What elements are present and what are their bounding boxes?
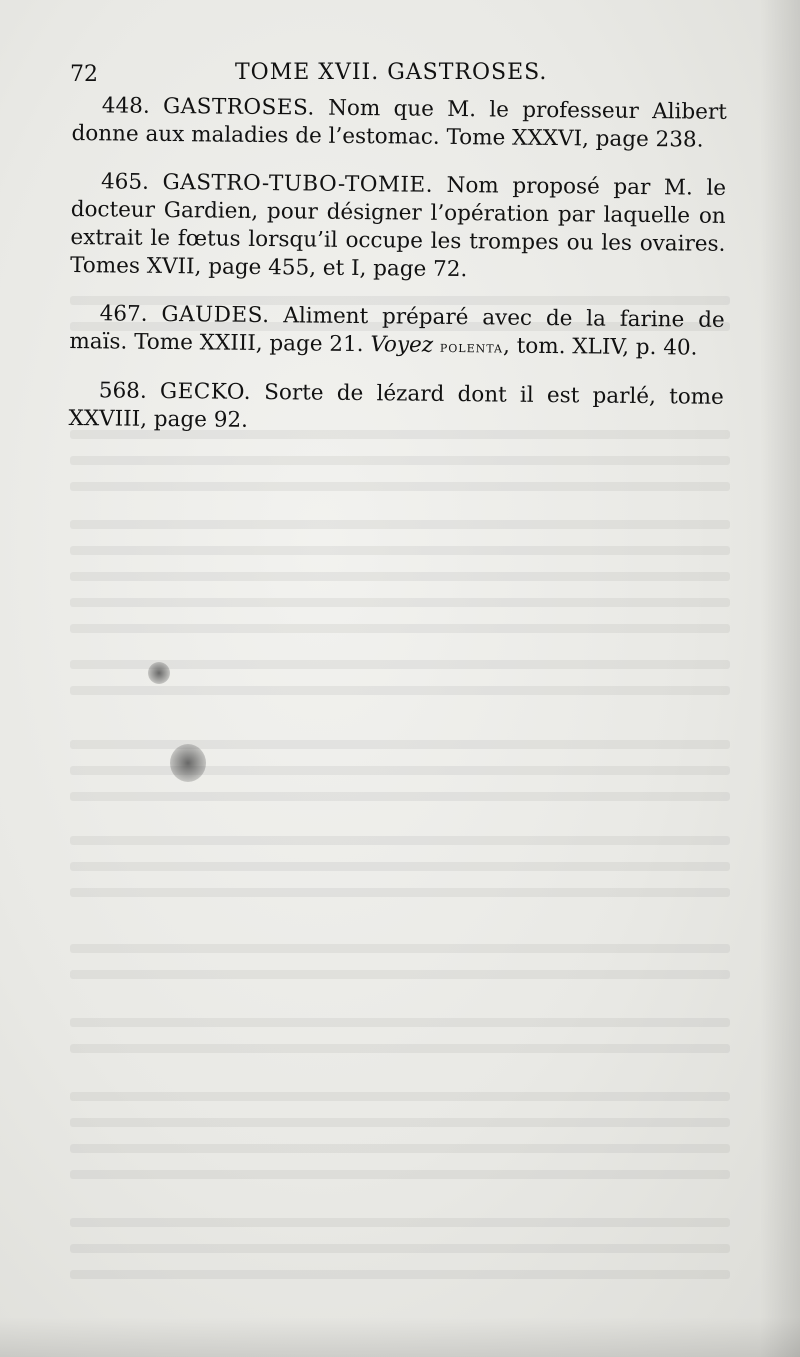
- running-head: TOME XVII. GASTROSES.: [235, 60, 548, 85]
- entry-text: Nom proposé par M. le docteur Gardien, pour désigner l’opération par laquelle on extrait le fœtus lorsqu’il occupe les trompes ou les ovaires. Tomes XVII, page 455, et I, page 72.: [70, 172, 727, 283]
- bleed-through-line: [70, 740, 730, 749]
- bleed-through-line: [70, 888, 730, 897]
- ink-stain: [170, 744, 206, 782]
- bleed-through-line: [70, 520, 730, 529]
- bleed-through-line: [70, 944, 730, 953]
- entry-gecko: [68, 377, 724, 440]
- bleed-through-line: [70, 1092, 730, 1101]
- bleed-through-line: [70, 482, 730, 491]
- see-reference: polenta: [439, 337, 504, 357]
- entry-number: 568.: [98, 378, 147, 404]
- entry-gaudes: [69, 300, 725, 364]
- entry-headword: GAUDES.: [161, 301, 270, 329]
- entry-number: 465.: [100, 169, 150, 195]
- see-label: Voyez: [370, 332, 434, 358]
- bleed-through-line: [70, 862, 730, 871]
- page-edge-shadow: [760, 0, 800, 1357]
- entry-headword: GASTRO-TUBO-TOMIE.: [162, 169, 434, 198]
- entry-number: 467.: [99, 301, 148, 327]
- bleed-through-line: [70, 1270, 730, 1279]
- page-number: 72: [70, 62, 98, 87]
- bleed-through-line: [70, 624, 730, 633]
- bleed-through-line: [70, 970, 730, 979]
- bleed-through-line: [70, 836, 730, 845]
- ink-stain: [148, 662, 170, 684]
- bleed-through-line: [70, 1044, 730, 1053]
- page-edge-shadow: [0, 1317, 800, 1357]
- bleed-through-line: [70, 598, 730, 607]
- bleed-through-line: [70, 572, 730, 581]
- bleed-through-line: [70, 766, 730, 775]
- entry-gastro-tubo-tomie: [70, 168, 726, 287]
- bleed-through-line: [70, 546, 730, 555]
- entry-gastroses: [71, 92, 727, 155]
- entry-text: Sorte de lézard dont il est parlé, tome XXVIII, page 92.: [68, 380, 724, 433]
- entry-number: 448.: [101, 93, 150, 119]
- bleed-through-line: [70, 1144, 730, 1153]
- bleed-through-line: [70, 1218, 730, 1227]
- entries-list: [68, 92, 727, 460]
- entry-headword: GASTROSES.: [162, 93, 315, 121]
- bleed-through-line: [70, 686, 730, 695]
- entry-text: Aliment préparé avec de la farine de maïs. Tome XXIII, page 21.: [69, 303, 725, 358]
- entry-text-after: , tom. XLIV, p. 40.: [502, 333, 698, 361]
- bleed-through-line: [70, 1244, 730, 1253]
- bleed-through-line: [70, 1170, 730, 1179]
- page-header: [70, 60, 730, 94]
- bleed-through-line: [70, 1118, 730, 1127]
- bleed-through-line: [70, 1018, 730, 1027]
- entry-headword: GECKO.: [159, 378, 252, 405]
- bleed-through-line: [70, 792, 730, 801]
- entry-text: Nom que M. le professeur Alibert donne aux maladies de l’estomac. Tome XXXVI, page 238.: [71, 95, 727, 153]
